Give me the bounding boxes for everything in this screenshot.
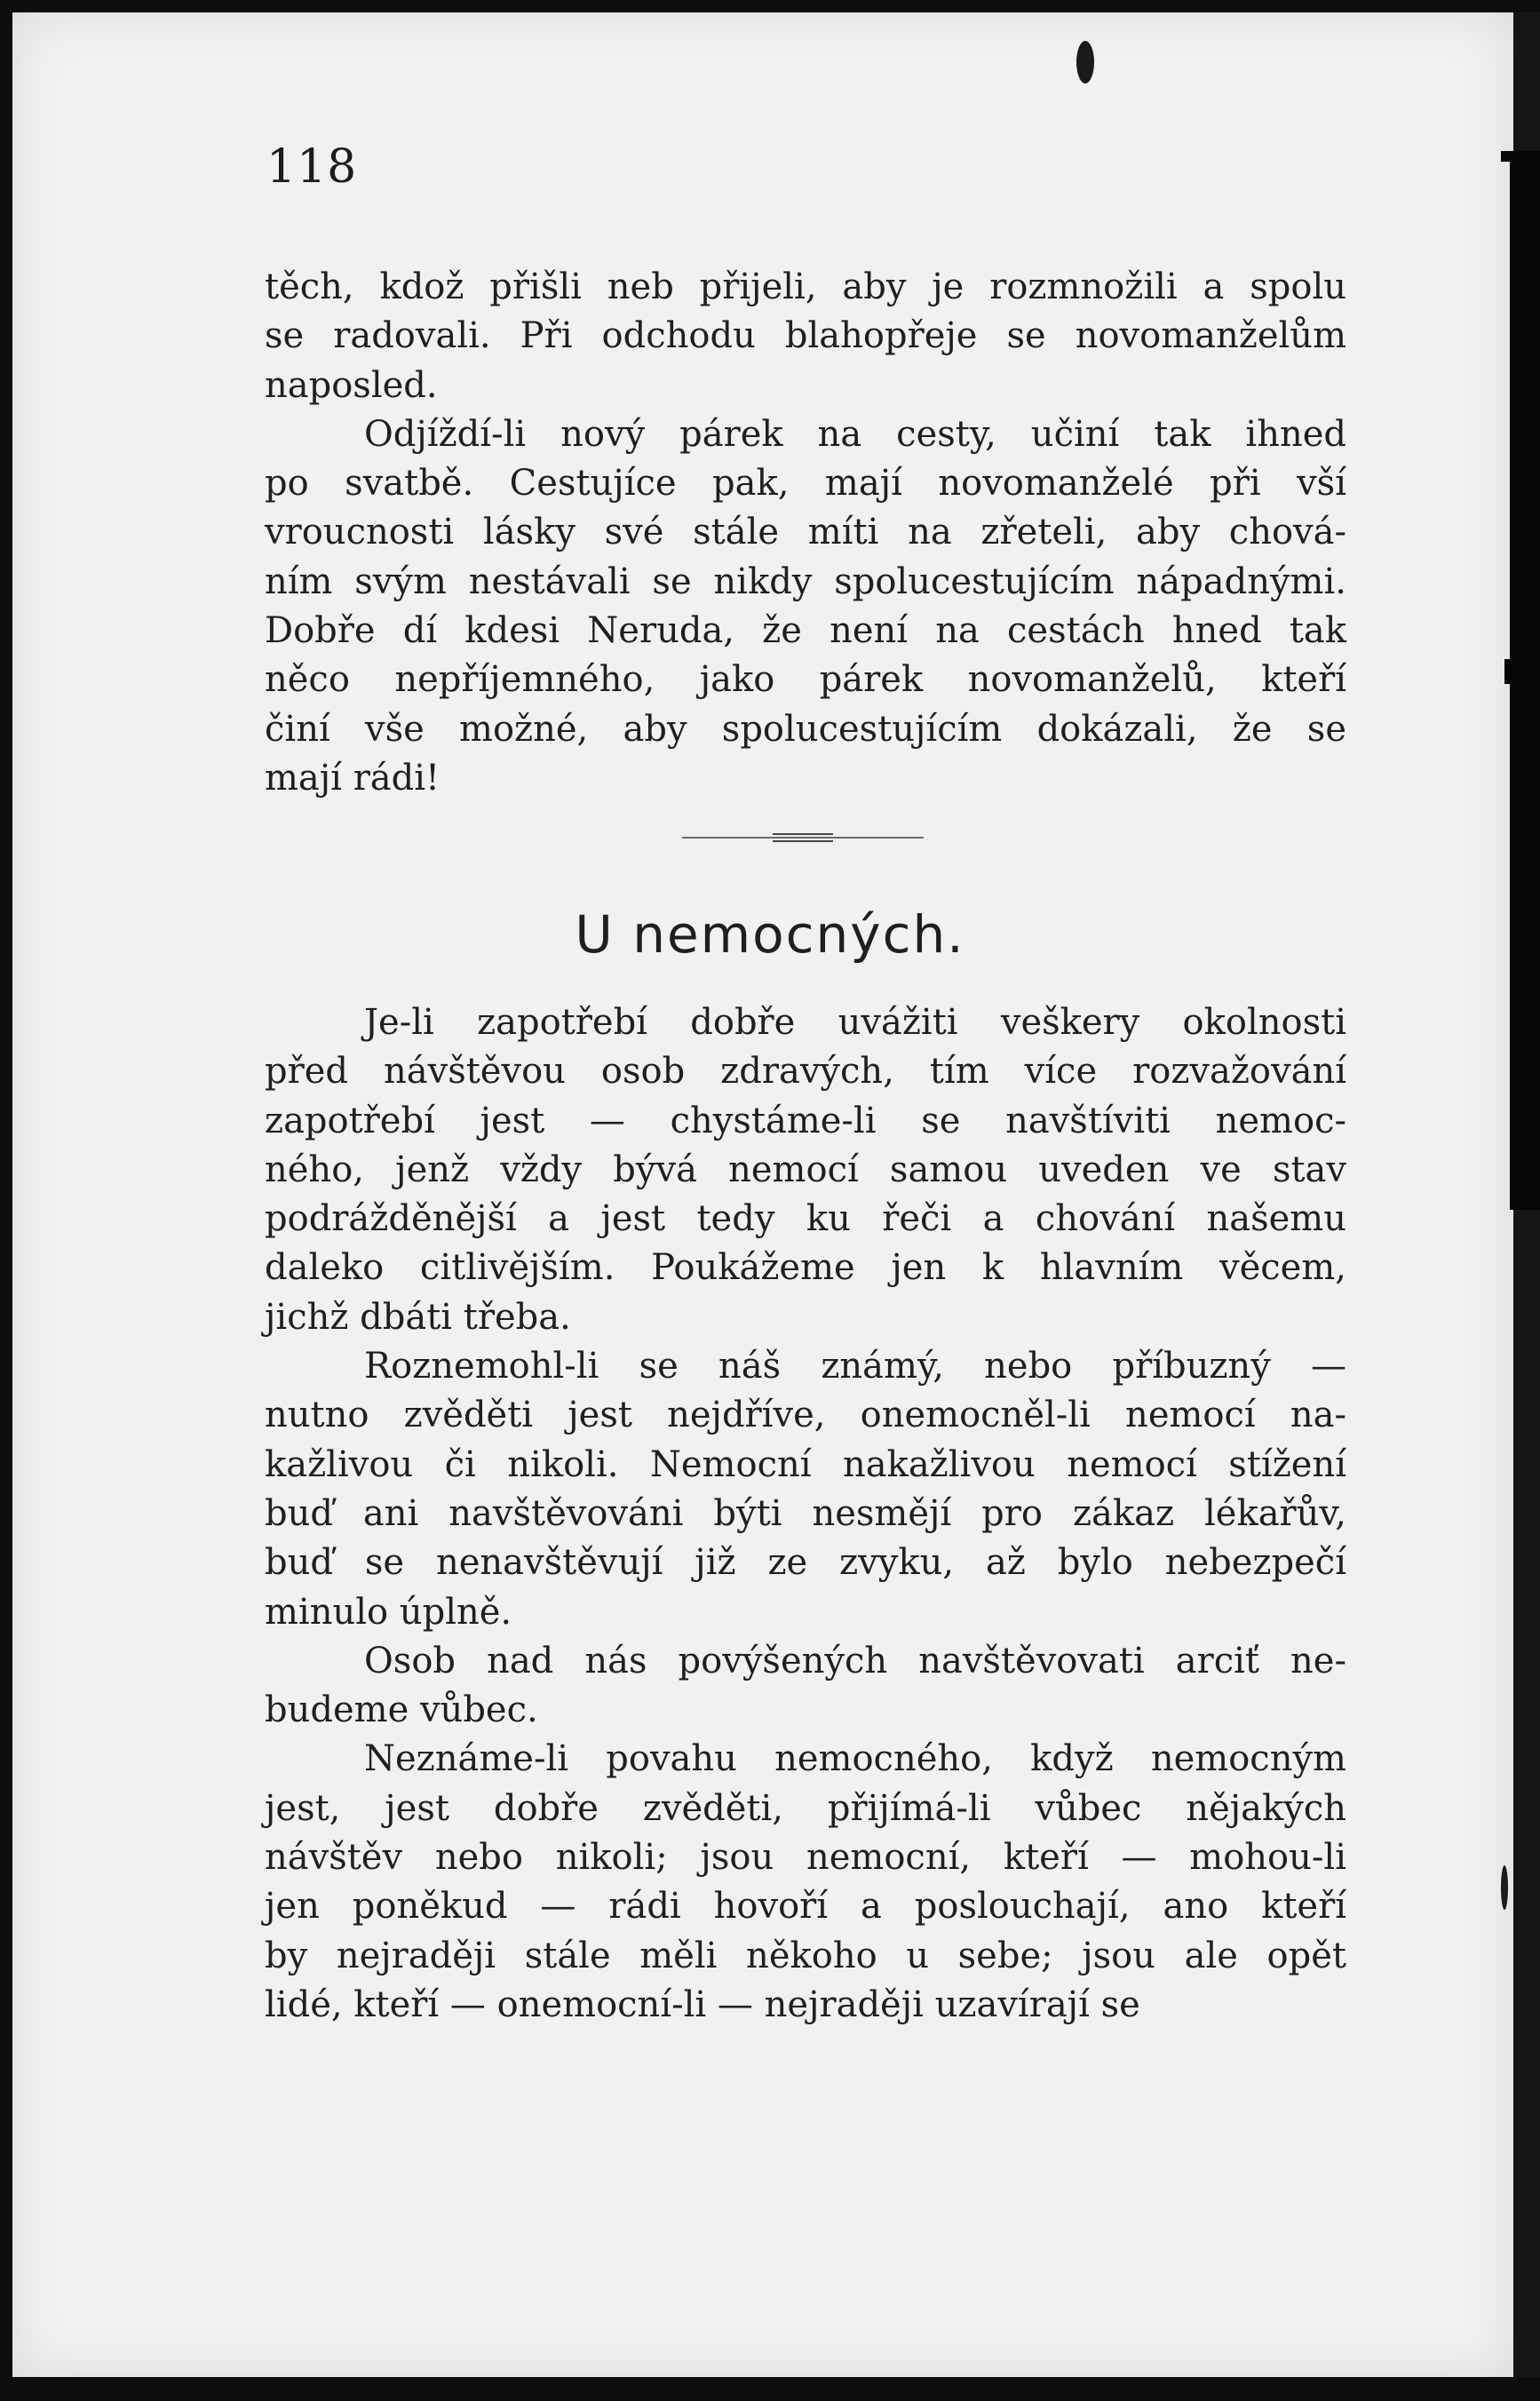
text-line: po svatbě. Cestujíce pak, mají novomanželé při vší (265, 463, 1346, 505)
text-line: lidé, kteří — onemocní-li — nejraději uzavírají se (265, 1984, 1140, 2025)
text-line: činí vše možné, aby spolucestujícím dokázali, že se (265, 708, 1346, 750)
text-line: Osob nad nás povýšených navštěvovati arciť ne- (364, 1640, 1346, 1681)
text-line: podrážděnější a jest tedy ku řeči a chování našemu (265, 1198, 1346, 1240)
text-line: naposled. (265, 364, 438, 406)
text-line: ním svým nestávali se nikdy spolucestujícím nápadnými. (265, 560, 1346, 602)
text-line: Neznáme-li povahu nemocného, když nemocným (364, 1738, 1346, 1780)
text-line: se radovali. Při odchodu blahopřeje se novomanželům (265, 315, 1346, 357)
text-line: těch, kdož přišli neb přijeli, aby je rozmnožili a spolu (265, 266, 1346, 307)
divider-ornament (773, 833, 833, 842)
paragraph (265, 410, 1346, 803)
text-line: návštěv nebo nikoli; jsou nemocní, kteří — mohou-li (265, 1837, 1346, 1879)
text-line: kažlivou či nikoli. Nemocní nakažlivou nemocí stížení (265, 1443, 1346, 1485)
text-line: jen poněkud — rádi hovoří a poslouchají, ano kteří (265, 1886, 1346, 1928)
section-title: U nemocných. (575, 904, 965, 965)
text-line: by nejraději stále měli někoho u sebe; jsou ale opět (265, 1935, 1346, 1976)
text-line: Odjíždí-li nový párek na cesty, učiní tak ihned (364, 413, 1346, 455)
text-line: Je-li zapotřebí dobře uvážiti veškery okolnosti (364, 1002, 1346, 1043)
ink-speck (1076, 41, 1094, 83)
paragraph (265, 263, 1346, 410)
text-line: jichž dbáti třeba. (265, 1296, 571, 1338)
text-line: nutno zvěděti jest nejdříve, onemocněl-li nemocí na- (265, 1395, 1346, 1436)
text-line: mají rádi! (265, 757, 441, 799)
text-line: před návštěvou osob zdravých, tím více rozvažování (265, 1051, 1346, 1093)
text-line: Dobře dí kdesi Neruda, že není na cestách hned tak (265, 610, 1346, 652)
page-number: 118 (266, 140, 358, 194)
body-text-bottom (265, 998, 1346, 2030)
edge-mark (1501, 151, 1540, 162)
text-line: minulo úplně. (265, 1591, 512, 1633)
text-line: zapotřebí jest — chystáme-li se navštíviti nemoc- (265, 1100, 1346, 1141)
text-line: vroucnosti lásky své stále míti na zřeteli, aby chová- (265, 512, 1346, 553)
ink-speck (1501, 1865, 1508, 1910)
edge-mark (1504, 659, 1540, 684)
text-line: jest, jest dobře zvěděti, přijímá-li vůbec nějakých (265, 1787, 1346, 1829)
paragraph (265, 1342, 1346, 1637)
edge-mark (1510, 162, 1540, 1210)
text-line: budeme vůbec. (265, 1689, 538, 1731)
paragraph (265, 1637, 1346, 1736)
paragraph (265, 998, 1346, 1342)
paragraph (265, 1735, 1346, 2030)
section-divider (682, 833, 924, 840)
text-line: Roznemohl-li se náš známý, nebo příbuzný — (364, 1346, 1346, 1387)
text-line: ného, jenž vždy bývá nemocí samou uveden ve stav (265, 1149, 1346, 1190)
text-line: něco nepříjemného, jako párek novomanželů, kteří (265, 659, 1346, 701)
text-line: buď se nenavštěvují již ze zvyku, až bylo nebezpečí (265, 1542, 1346, 1584)
body-text-top (265, 263, 1346, 803)
text-line: buď ani navštěvováni býti nesmějí pro zákaz lékařův, (265, 1492, 1346, 1534)
text-line: daleko citlivějším. Poukážeme jen k hlavním věcem, (265, 1247, 1346, 1289)
